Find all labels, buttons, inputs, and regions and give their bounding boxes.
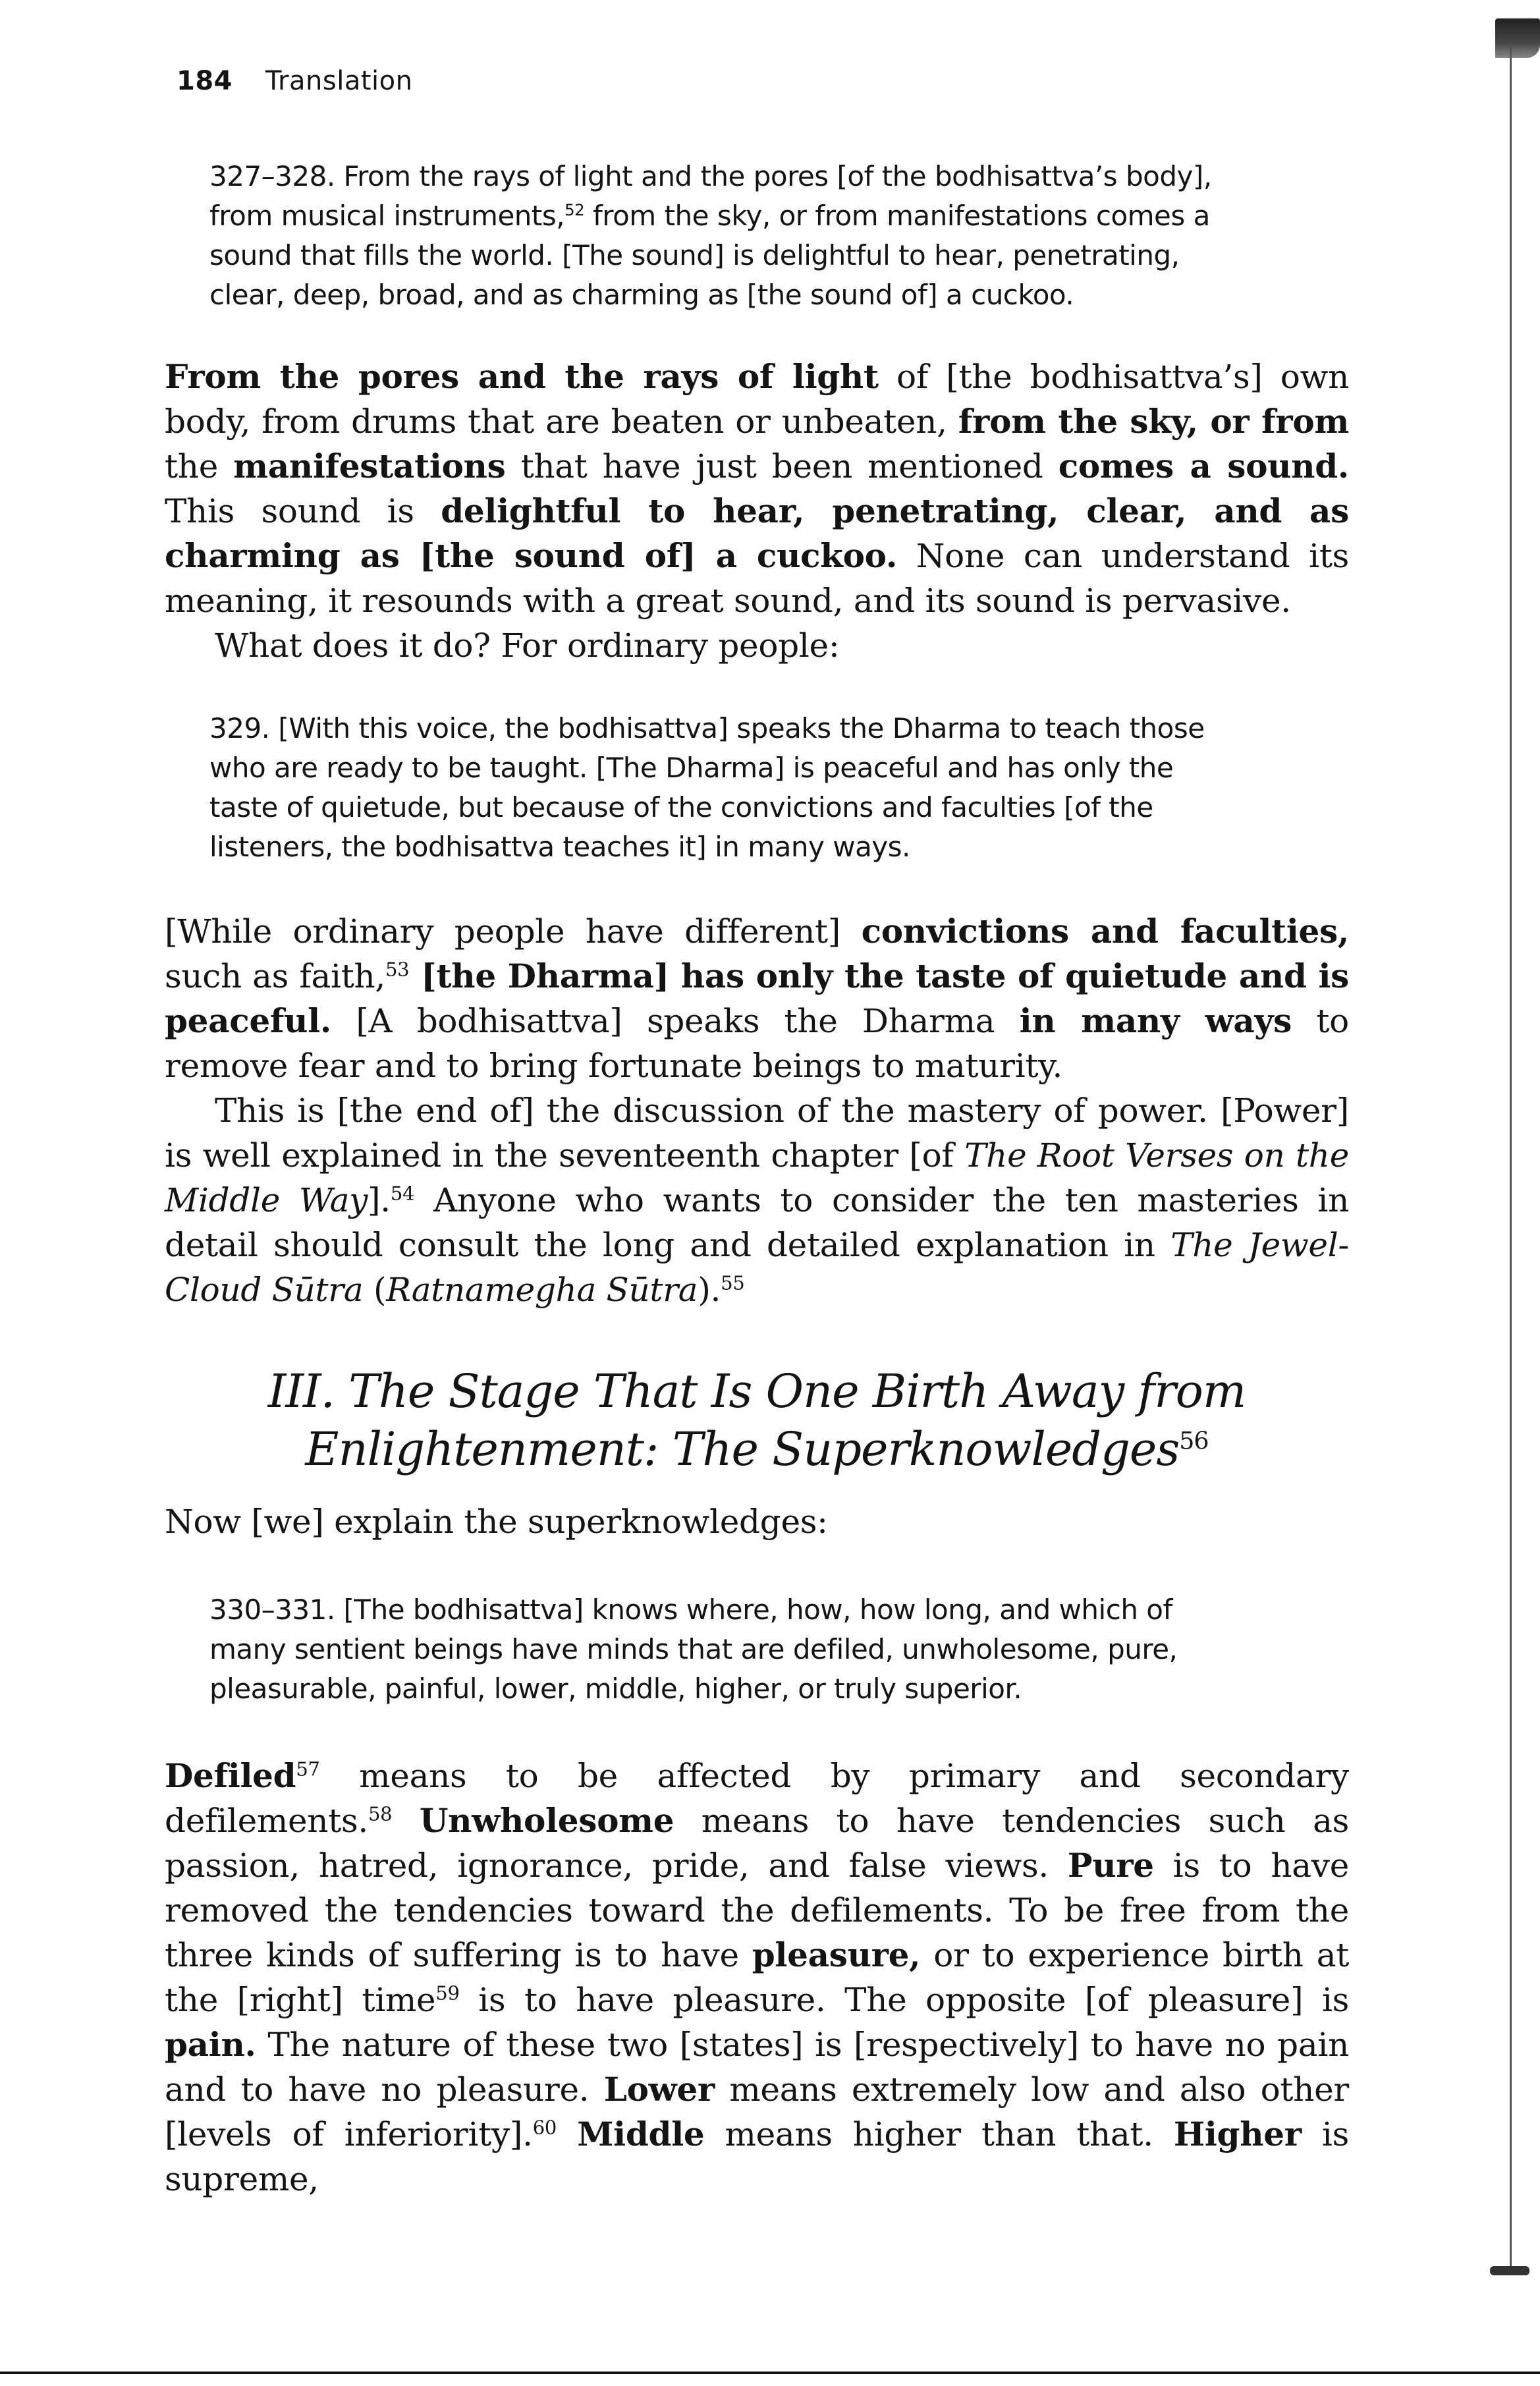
paragraph: What does it do? For ordinary people: (215, 626, 840, 665)
paragraph: Defiled$^{57}$ means to be affected by primary and secondary defilements.$^{58}$ Unwholesome means to have tendencies such as passion, hatred, ignorance, pride, and false views. Pure is to have removed the tendencies toward the defilements. To be free from the three kinds of suffering is to have pleasure, or to experience birth at the [right] time$^{59}$ is to have pleasure. The opposite [of pleasure] is pain. The nature of these two [states] is [respectively] to have no pain and to have no pleasure. Lower means extremely low and also other [levels of inferiority].$^{60}$ Middle means higher than that. Higher is supreme, (165, 1756, 1350, 2198)
page-number: 184 (177, 66, 233, 96)
scan-bottom-edge (0, 2372, 1540, 2374)
commentary-327-328 (165, 354, 1349, 668)
commentary-330-331 (165, 1754, 1349, 2202)
verse-line: pleasurable, painful, lower, middle, higher, or truly superior. (209, 1673, 1022, 1705)
scan-gutter-line (1510, 46, 1512, 2273)
paragraph: This is [the end of] the discussion of the mastery of power. [Power] is well explained in the seventeenth chapter [of The Root Verses on the Middle Way].$^{54}$ Anyone who wants to consider the ten masteries in detail should consult the long and detailed explanation in The Jewel-Cloud Sūtra (Ratnamegha Sūtra).$^{55}$ (165, 1092, 1349, 1309)
verse-line: 329. [With this voice, the bodhisattva] speaks the Dharma to teach those (209, 712, 1205, 744)
verse-327-328 (209, 157, 1329, 315)
section-heading (165, 1362, 1349, 1478)
footnote-ref: 52 (564, 200, 585, 219)
section-intro (165, 1499, 1349, 1544)
paragraph: From the pores and the rays of light of [the bodhisattva’s] own body, from drums that are beaten or unbeaten, from the sky, or from the manifestations that have just been mentioned comes a sound. This sound is delightful to hear, penetrating, clear, and as charming as [the sound of] a cuckoo. None can understand its meaning, it resounds with a great sound, and its sound is pervasive. (165, 357, 1350, 620)
verse-line: listeners, the bodhisattva teaches it] in many ways. (209, 831, 910, 863)
running-title: Translation (265, 66, 413, 96)
verse-line: from musical instruments,$^{52}$ from the sky, or from manifestations comes a (209, 200, 1210, 232)
footnote-ref: 54 (390, 1182, 415, 1205)
verse-line: many sentient beings have minds that are defiled, unwholesome, pure, (209, 1633, 1178, 1665)
footnote-ref: 56 (1179, 1426, 1209, 1455)
footnote-ref: 58 (368, 1802, 393, 1825)
heading-line: Enlightenment: The Superknowledges$^{56}$ (305, 1422, 1209, 1476)
verse-330-331 (209, 1590, 1329, 1709)
footnote-ref: 57 (296, 1758, 320, 1781)
footnote-ref: 55 (721, 1271, 745, 1294)
footnote-ref: 53 (385, 958, 410, 981)
verse-line: 327–328. From the rays of light and the pores [of the bodhisattva’s body], (209, 160, 1212, 192)
footnote-ref: 60 (532, 2116, 557, 2139)
scan-edge-mark (1495, 18, 1540, 58)
footnote-ref: 59 (435, 1982, 460, 2005)
running-head (177, 66, 412, 96)
paragraph: Now [we] explain the superknowledges: (165, 1503, 828, 1541)
verse-329 (209, 709, 1329, 867)
heading-line: III. The Stage That Is One Birth Away from (267, 1364, 1246, 1418)
verse-line: 330–331. [The bodhisattva] knows where, how, how long, and which of (209, 1594, 1172, 1626)
verse-line: taste of quietude, but because of the convictions and faculties [of the (209, 791, 1153, 823)
commentary-329 (165, 909, 1349, 1312)
verse-line: clear, deep, broad, and as charming as [the sound of] a cuckoo. (209, 279, 1074, 311)
verse-line: sound that fills the world. [The sound] is delightful to hear, penetrating, (209, 239, 1180, 271)
scan-edge-mark-bottom (1490, 2266, 1529, 2275)
paragraph: [While ordinary people have different] convictions and faculties, such as faith,$^{53}$ [the Dharma] has only the taste of quietude and is peaceful. [A bodhisattva] speaks the Dharma in many ways to remove fear and to bring fortunate beings to maturity. (165, 912, 1349, 1085)
verse-line: who are ready to be taught. [The Dharma] is peaceful and has only the (209, 752, 1174, 784)
